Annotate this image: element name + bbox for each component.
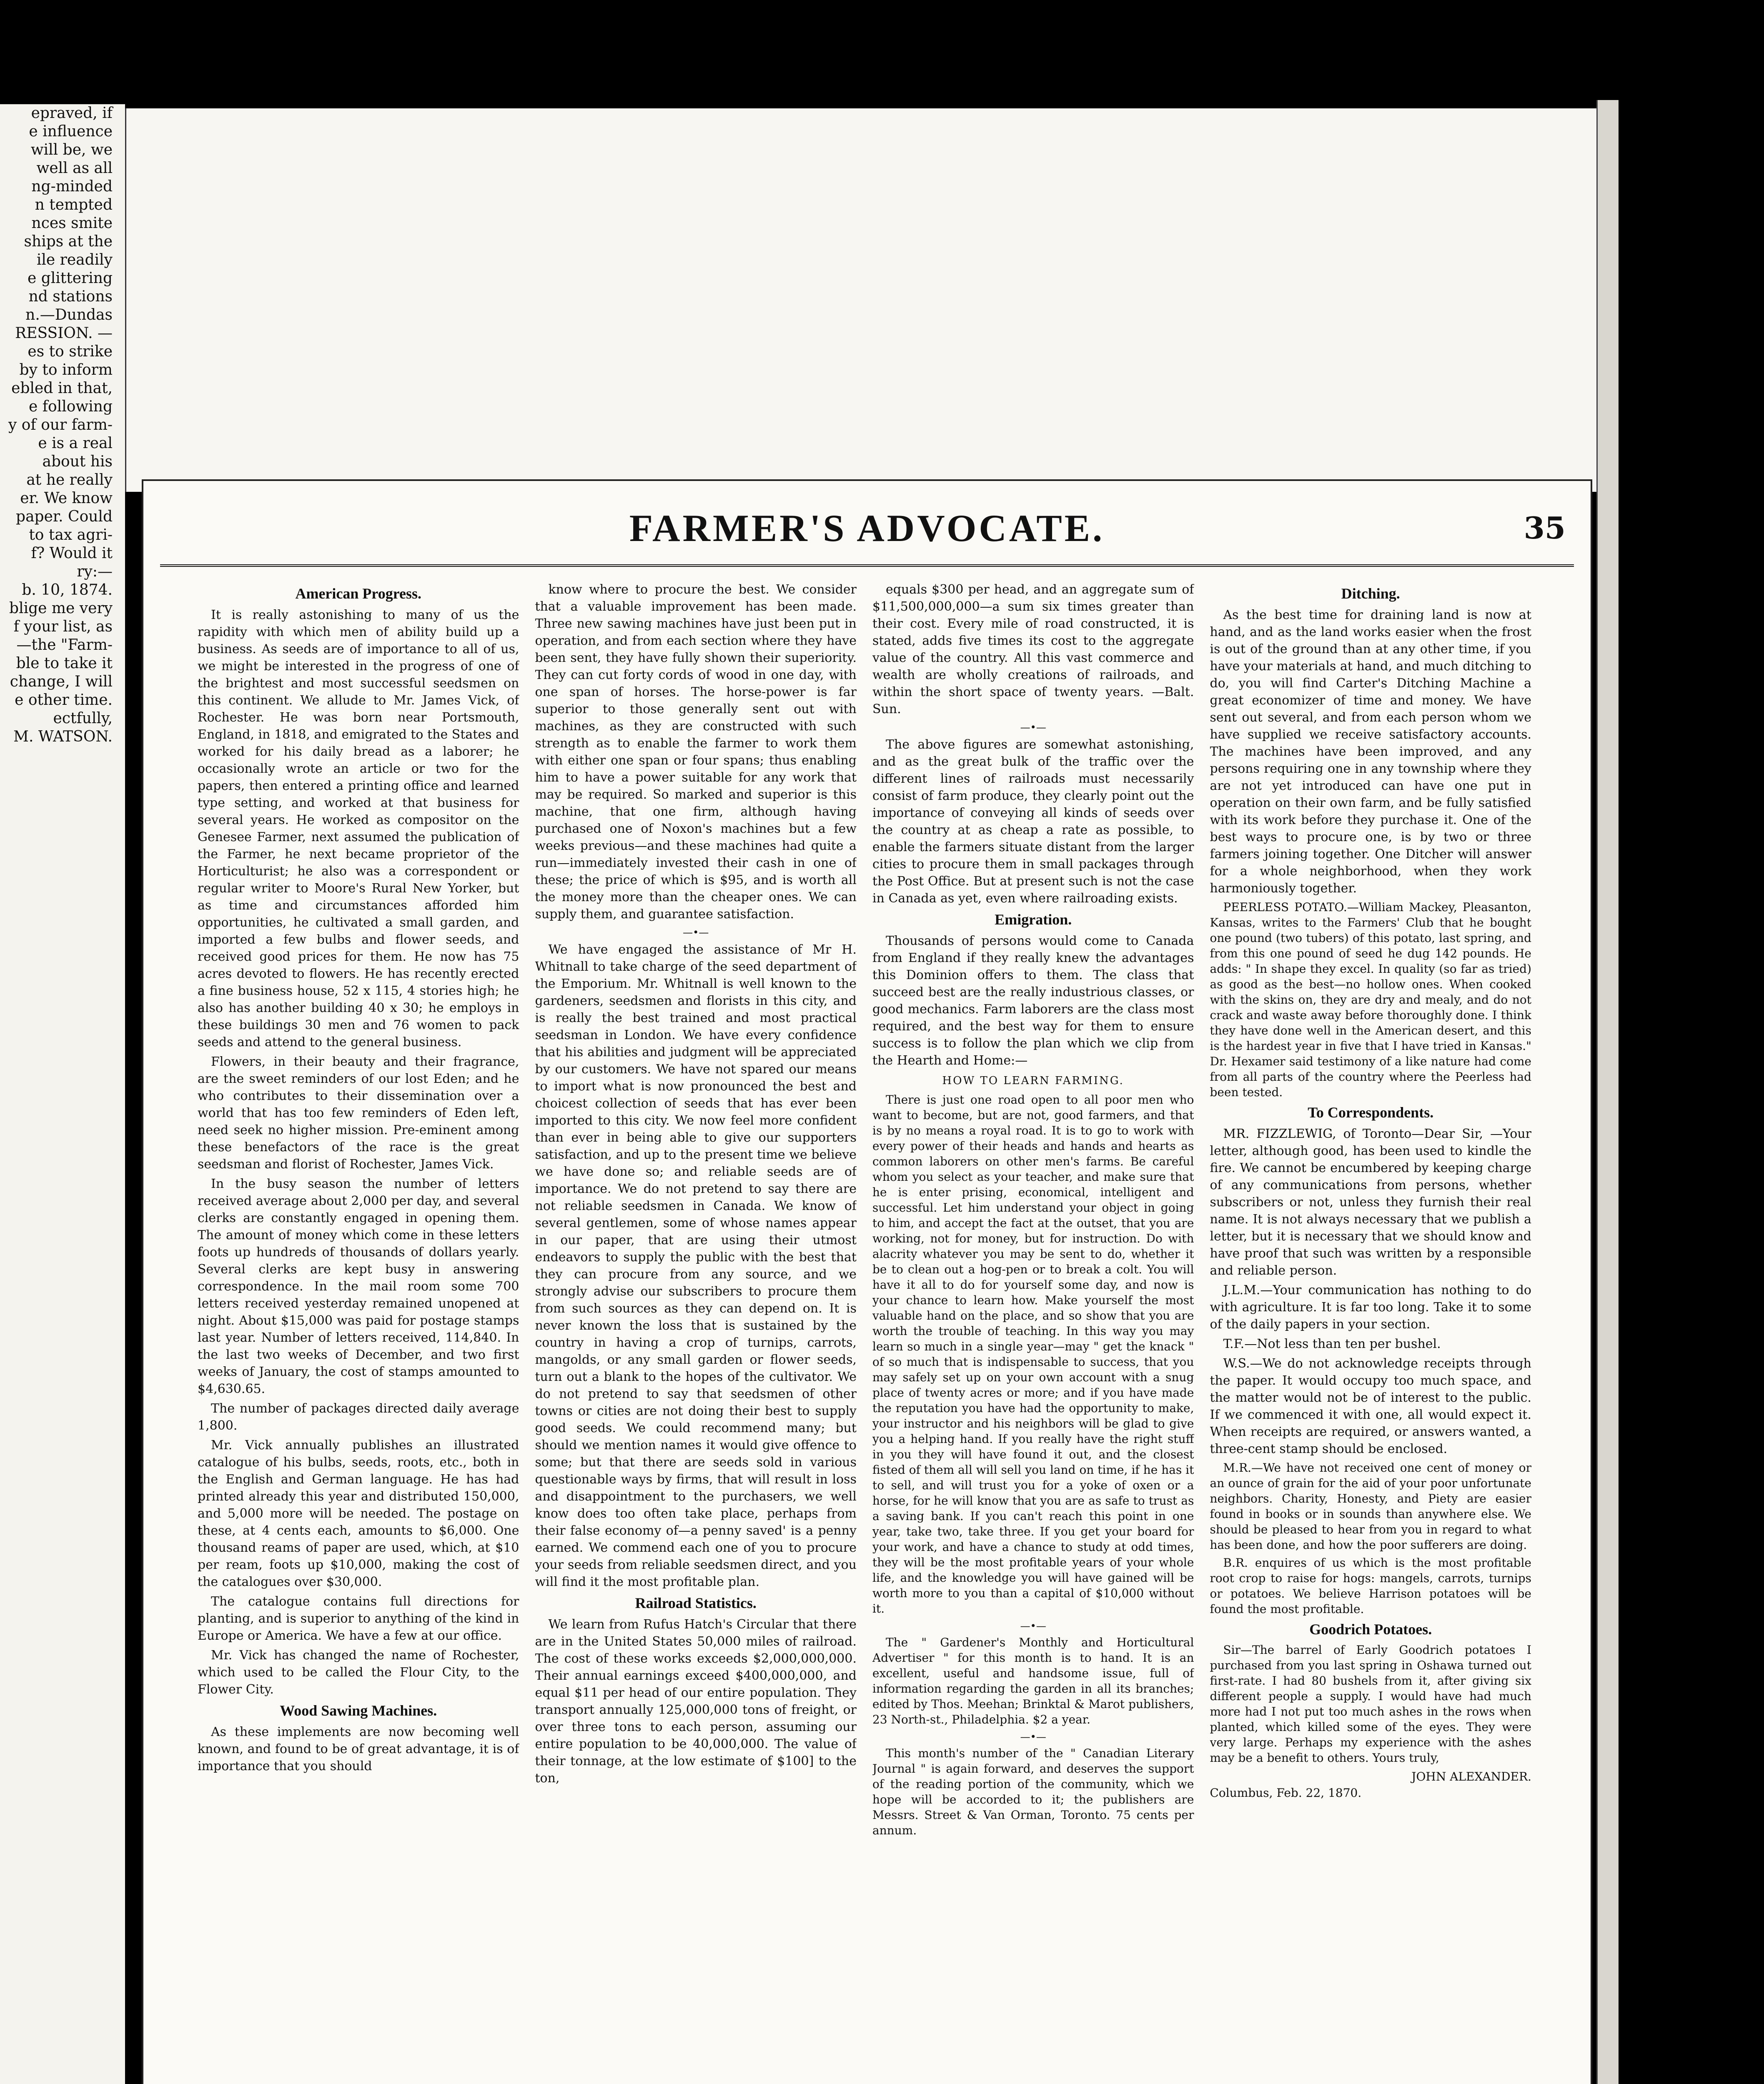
left-page-line: ile readily (36, 251, 113, 268)
paragraph: We learn from Rufus Hatch's Circular that there are in the United States 50,000 miles of railroad. The cost of these works exceeds $2,000,000,000. Their annual earnings exceed $400,000,000, and equal $11 per head of our entire population. They transport annually 125,000,000 tons of freight, or over three tons to each person, assuming our entire population to be 40,000,000. The value of their tonnage, at the low estimate of $100] to the ton, (535, 1617, 857, 1786)
left-page-line: ry:— (77, 563, 113, 580)
masthead (160, 498, 1574, 567)
left-page-line: at he really (26, 471, 113, 488)
paragraph: The " Gardener's Monthly and Horticultural Advertiser " for this month is to hand. It is an excellent, useful and handsome issue, full of information regarding the garden in all its branches; edited by Thos. Meehan; Brinktal & Marot publishers, 23 North-st., Philadelphia. $2 a year. (872, 1636, 1194, 1726)
left-page-line: er. We know (20, 490, 113, 507)
left-page-line: ectfully, (53, 710, 113, 727)
newspaper-page (142, 479, 1592, 2084)
paragraph: MR. FIZZLEWIG, of Toronto—Dear Sir, —Your letter, although good, has been used to kindle the fire. We cannot be encumbered by keeping charge of any communications from persons, whether subscribers or not, unless they furnish their real name. It is not always necessary that we publish a letter, but it is necessary that we should know and have proof that such was written by a responsible and reliable person. (1210, 1127, 1531, 1278)
paragraph: There is just one road open to all poor men who want to become, but are not, good farmers, and that is by no means a royal road. It is to go to work with every power of their heads and hands and hearts as common laborers on other men's farms. Be careful whom you select as your teacher, and make sure that he is enter prising, economical, intelligent and successful. Let him understand your object in going to him, and accept the fact at the outset, that you are working, not for money, but for instruction. Do with alacrity whatever you may be sent to do, whether it be to clean out a hog-pen or to break a colt. You will have it all to do for yourself some day, and now is your chance to learn how. Make yourself the most valuable hand on the place, and so show that you are worth the trouble of teaching. In this way you may learn so much in a single year—may " get the knack " of so much that is indispensable to success, that you may safely set up on your own account with a snug place of twenty acres or more; and if you have made the reputation you have had the opportunity to make, your instructor and his neighbors will be glad to give you a helping hand. If you really have the right stuff in you they will have found it out, and the closest fisted of them all will sell you land on time, if he has it to sell, and will trust you for a yoke of oxen or a horse, for he will know that you are as safe to trust as a saving bank. If you can't reach this point in one year, take two, take three. If you get your board for your work, and have a chance to study at odd times, they will be the most profitable years of your whole life, and the knowledge you will have gained will be worth more to you than a capital of $10,000 without it. (872, 1093, 1194, 1616)
headline-ditching: Ditching. (1341, 585, 1400, 602)
article-columns (198, 581, 1531, 2084)
signature-name: JOHN ALEXANDER. (1411, 1770, 1531, 1783)
paragraph: The above figures are somewhat astonishing, and as the great bulk of the traffic over the different lines of railroads must necessarily consist of farm produce, they clearly point out the importance of conveying all kinds of seeds over the country at as cheap a rate as possible, to enable the farmers situate distant from the larger cities to procure them in small packages through the Post Office. But at present such is not the case in Canada as yet, even where railroading exists. (872, 737, 1194, 906)
paragraph: B.R. enquires of us which is the most profitable root crop to raise for hogs: mangels, carrots, turnips or potatoes. We believe Harrison potatoes will be found the most profitable. (1210, 1556, 1531, 1616)
book-spine (1596, 100, 1619, 2084)
headline-emigration: Emigration. (995, 911, 1072, 928)
left-page-line: e other time. (15, 691, 113, 709)
left-page-line: n tempted (35, 196, 113, 213)
paragraph: Mr. Vick annually publishes an illustrated catalogue of his bulbs, seeds, roots, etc., both in the English and German language. He has had printed already this year and distributed 150,000, and 5,000 more will be needed. The postage on these, at 4 cents each, amounts to $6,000. One thousand reams of paper are used, which, at $10 per ream, foots up $10,000, making the cost of the catalogues over $30,000. (198, 1438, 519, 1589)
column-4 (1210, 581, 1532, 2084)
left-page-line: RESSION. — (15, 325, 113, 342)
paragraph: Flowers, in their beauty and their fragrance, are the sweet reminders of our lost Eden; and he who contributes to their dissemination over a world that has too few reminders of Eden left, need seek no higher mission. Pre-eminent among these benefactors of the race is the great seedsman and florist of Rochester, James Vick. (198, 1055, 519, 1172)
subheading-how-to-learn-farming: HOW TO LEARN FARMING. (942, 1075, 1124, 1087)
left-page-line: e following (28, 398, 113, 415)
left-page-line: ng-minded (31, 178, 113, 195)
ornament-rule: —•— (1020, 1731, 1046, 1743)
upper-blank-sheet (125, 108, 1598, 492)
left-page-line: —the "Farm- (16, 636, 113, 654)
paragraph: J.L.M.—Your communication has nothing to do with agriculture. It is far too long. Take it to some of the daily papers in your section. (1210, 1283, 1531, 1332)
paragraph: The catalogue contains full directions for planting, and is superior to anything of the kind in Europe or America. We have a few at our office. (198, 1594, 519, 1643)
headline-american-progress: American Progress. (295, 585, 422, 602)
left-page-line: well as all (36, 160, 113, 177)
left-page-line: will be, we (30, 141, 113, 158)
ornament-rule: —•— (683, 927, 709, 938)
left-page-line: f your list, as (13, 618, 113, 635)
paragraph: As the best time for draining land is now at hand, and as the land works easier when the frost is out of the ground than at any other time, if you have your materials at hand, and much ditching to do, you will find Carter's Ditching Machine a great economizer of time and money. We have sent out several, and from each person whom we have supplied we receive satisfactory accounts. The machines have been improved, and any persons requiring one in any township where they are not yet introduced can have one put in operation on their own farm, and be fully satisfied with its work before they purchase it. One of the best ways to procure one, is by two or three farmers joining together. One Ditcher will answer for a whole neighborhood, when they work harmoniously together. (1210, 608, 1531, 896)
column-3 (872, 581, 1194, 2084)
paragraph: W.S.—We do not acknowledge receipts through the paper. It would occupy too much space, and the matter would not be of interest to the public. If we commenced it with one, all would expect it. When receipts are required, or answers wanted, a three-cent stamp should be enclosed. (1210, 1356, 1531, 1456)
paragraph: As these implements are now becoming well known, and found to be of great advantage, it is of importance that you should (198, 1725, 519, 1773)
left-page-line: ships at the (24, 233, 113, 250)
left-page-line: blige me very (9, 600, 113, 617)
signature-place-date: Columbus, Feb. 22, 1870. (1210, 1786, 1362, 1800)
left-page-line: about his (42, 453, 113, 470)
left-page-line: e glittering (27, 270, 113, 287)
paragraph: Thousands of persons would come to Canada from England if they really knew the advantages this Dominion offers to them. The class that succeed best are the really industrious classes, or good mechanics. Farm laborers are the class most required, and the best way for them to ensure success is to follow the plan which we clip from the Hearth and Home:— (872, 934, 1194, 1068)
headline-wood-sawing: Wood Sawing Machines. (280, 1702, 437, 1719)
left-page-line: y of our farm- (8, 416, 113, 433)
column-2 (535, 581, 857, 2084)
paragraph: T.F.—Not less than ten per bushel. (1223, 1337, 1441, 1351)
left-page-line: n.—Dundas (25, 306, 113, 323)
column-1 (198, 581, 519, 2084)
paragraph: Sir—The barrel of Early Goodrich potatoes I purchased from you last spring in Oshawa turned out first-rate. I had 80 bushels from it, after giving six different people a supply. I would have had much more had I not put too much ashes in the rows when planted, which killed some of the eyes. They were very large. Perhaps my experience with the ashes may be a benefit to others. Yours truly, (1210, 1643, 1531, 1765)
ornament-rule: —•— (1020, 721, 1046, 733)
paragraph: It is really astonishing to many of us the rapidity with which men of ability build up a business. As seeds are of importance to all of us, we might be interested in the progress of one of the brightest and most successful seedsmen on this continent. We allude to Mr. James Vick, of Rochester. He was born near Portsmouth, England, in 1818, and emigrated to the States and worked for his daily bread as a laborer; he occasionally wrote an article or two for the papers, then entered a printing office and learned type setting, and worked at that business for several years. He worked as compositor on the Genesee Farmer, next assumed the publication of the Farmer, he next became proprietor of the Horticulturist; he also was a correspondent or regular writer to Moore's Rural New Yorker, but as time and circumstances afforded him opportunities, he cultivated a small garden, and imported a few bulbs and flower seeds, and received good prices for them. He now has 75 acres devoted to flowers. He has recently erected a fine business house, 52 x 115, 4 stories high; he also has another building 40 x 30; he employs in these buildings 30 men and 76 women to pack seeds and attend to the general business. (198, 608, 519, 1050)
headline-railroad-statistics: Railroad Statistics. (635, 1595, 757, 1611)
headline-goodrich-potatoes: Goodrich Potatoes. (1309, 1621, 1432, 1638)
paragraph: This month's number of the " Canadian Literary Journal " is again forward, and deserves the support of the reading portion of the community, which we hope will be accorded to it; the publishers are Messrs. Street & Van Orman, Toronto. 75 cents per annum. (872, 1746, 1194, 1837)
ornament-rule: —•— (1020, 1620, 1046, 1632)
left-page-line: b. 10, 1874. (22, 581, 113, 599)
paragraph: In the busy season the number of letters received average about 2,000 per day, and several clerks are constantly engaged in opening them. The amount of money which come in these letters foots up hundreds of thousands of dollars yearly. Several clerks are kept busy in answering correspondence. In the mail room some 700 letters received yesterday remained unopened at night. About $15,000 was paid for postage stamps last year. Number of letters received, 114,840. In the last two weeks of December, and two first weeks of January, the cost of stamps amounted to $4,630.65. (198, 1177, 519, 1396)
paragraph: Mr. Vick has changed the name of Rochester, which used to be called the Flour City, to the Flower City. (198, 1648, 519, 1697)
headline-to-correspondents: To Correspondents. (1308, 1104, 1434, 1121)
left-page-line: nces smite (31, 215, 113, 232)
paragraph: know where to procure the best. We consider that a valuable improvement has been made. Three new sawing machines have just been put in operation, and from each section where they have been sent, they have fully shown their superiority. They can cut forty cords of wood in one day, with one span of horses. The horse-power is far superior to those generally sent out with machines, as they are constructed with such strength as to enable the farmer to work them with either one span or four spans; thus enabling him to have a power suitable for any work that may be required. So marked and superior is this machine, that one firm, although having purchased one of Noxon's machines but a few weeks previous—and these machines had quite a run—immediately invested their cash in one of these; the price of which is $95, and is worth all the money more than the cheaper ones. We can supply them, and guarantee satisfaction. (535, 582, 857, 922)
left-page-line: ebled in that, (11, 380, 113, 397)
left-page-line: es to strike (28, 343, 113, 360)
paragraph: equals $300 per head, and an aggregate sum of $11,500,000,000—a sum six times greater than their cost. Every mile of road constructed, it is stated, adds five times its cost to the aggregate value of the country. All this vast commerce and wealth are wholly creations of railroads, and within the short space of twenty years. —Balt. Sun. (872, 582, 1194, 716)
left-page-fragment (0, 104, 125, 2084)
paragraph: The number of packages directed daily average 1,800. (198, 1401, 519, 1433)
page-number: 35 (1523, 510, 1566, 546)
left-page-line: f? Would it (31, 545, 113, 562)
left-page-line: paper. Could (16, 508, 113, 525)
left-page-line: M. WATSON. (13, 728, 113, 745)
left-page-line: change, I will (10, 673, 113, 690)
paragraph: We have engaged the assistance of Mr H. Whitnall to take charge of the seed department of the Emporium. Mr. Whitnall is well known to the gardeners, seedsmen and florists in this city, and is really the best trained and most practical seedsman in London. We have every confidence that his abilities and judgment will be appreciated by our customers. We have not spared our means to import what is now pronounced the best and choicest collection of seeds that has ever been imported to this city. We now feel more confident than ever in being able to give our supporters satisfaction, and up to the present time we believe we have done so; and reliable seeds are of importance. We do not pretend to say there are not reliable seedsmen in Canada. We know of several gentlemen, some of whose names appear in our paper, that are using their utmost endeavors to supply the public with the best that they can procure from any source, and we strongly advise our subscribers to procure them from such sources as they can depend on. It is never known the loss that is sustained by the country in having a crop of turnips, carrots, mangolds, or any small garden or flower seeds, turn out a blank to the hopes of the cultivator. We do not pretend to say that seedsmen of other towns or cities are not doing their best to supply good seeds. We could recommend many; but should we mention names it would give offence to some; but that there are seeds sold in various questionable ways by firms, that will result in loss and disappointment to the purchasers, we well know does too often take place, perhaps from their false economy of—a penny saved' is a penny earned. We commend each one of you to procure your seeds from reliable seedsmen direct, and you will find it the most profitable plan. (535, 942, 857, 1589)
left-page-line: e is a real (38, 435, 113, 452)
left-page-line: epraved, if (31, 105, 113, 122)
paragraph: M.R.—We have not received one cent of money or an ounce of grain for the aid of your poor unfortunate neighbors. Charity, Honesty, and Piety are easier found in books or in sounds than anywhere else. We should be pleased to hear from you in regard to what has been done, and how the poor sufferers are doing. (1210, 1461, 1531, 1552)
left-page-line: by to inform (19, 361, 113, 378)
left-page-line: to tax agri- (29, 526, 113, 544)
left-page-line: e influence (29, 123, 113, 140)
left-page-line: nd stations (28, 288, 113, 305)
left-page-line: ble to take it (16, 655, 113, 672)
masthead-title: FARMER'S ADVOCATE. (629, 507, 1105, 549)
paragraph: PEERLESS POTATO.—William Mackey, Pleasanton, Kansas, writes to the Farmers' Club that he bought one pound (two tubers) of this potato, last spring, and from this one pound of seed he dug 142 pounds. He adds: " In shape they excel. In quality (so far as tried) as good as the best—no hollow ones. When cooked with the skins on, they are dry and mealy, and do not crack and waste away before thoroughly done. I think they have done well in the American desert, and this is the hardest year in five that I have tried in Kansas." Dr. Hexamer said testimony of a like nature had come from all parts of the country where the Peerless had been tested. (1210, 900, 1531, 1099)
